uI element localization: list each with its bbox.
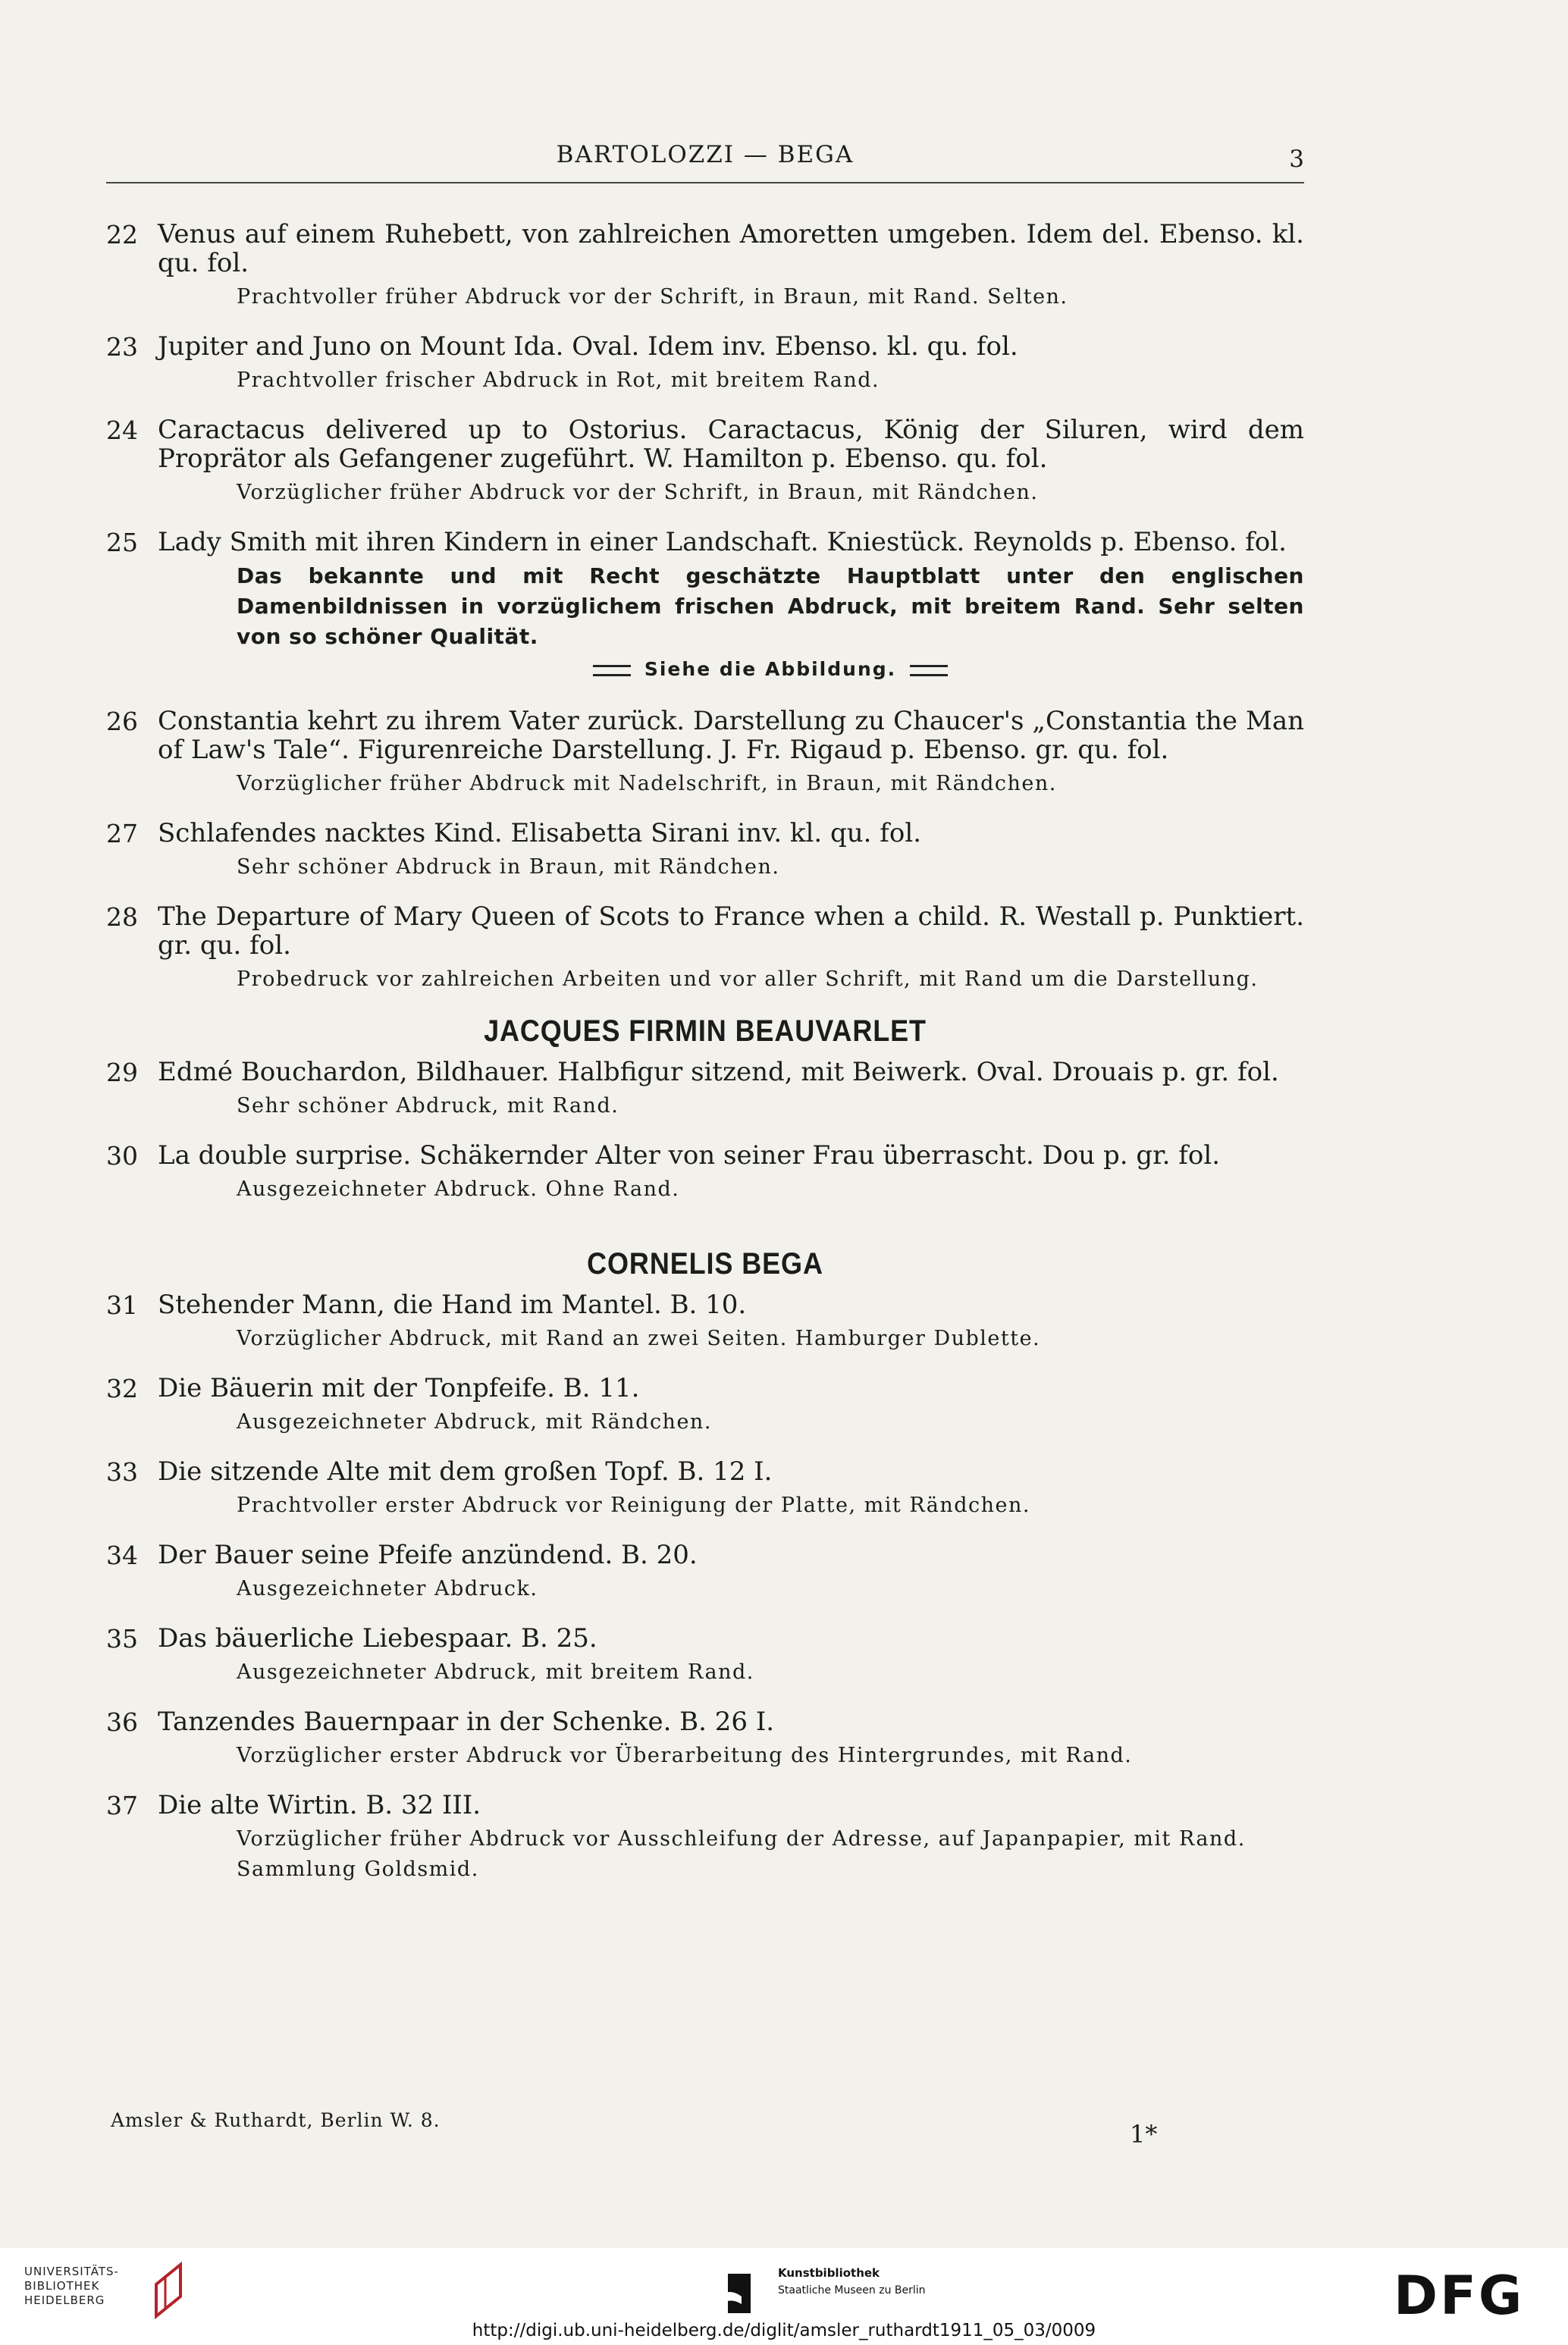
- entry-title: Edmé Bouchardon, Bildhauer. Halbfigur sitzend, mit Beiwerk. Oval. Drouais p. gr. fol.: [158, 1057, 1279, 1087]
- entry-title: Jupiter and Juno on Mount Ida. Oval. Idem inv. Ebenso. kl. qu. fol.: [158, 331, 1018, 362]
- university-line-1: UNIVERSITÄTS-: [24, 2265, 119, 2278]
- entry-condition-note: Vorzüglicher früher Abdruck mit Nadelschrift, in Braun, mit Rändchen.: [237, 772, 1057, 795]
- entry-condition-note: Ausgezeichneter Abdruck.: [237, 1577, 538, 1600]
- entry-number: 23: [106, 332, 138, 362]
- entry-number: 28: [106, 902, 138, 932]
- entry-condition-note: Probedruck vor zahlreichen Arbeiten und vor aller Schrift, mit Rand um die Darstellung.: [237, 967, 1259, 991]
- entry-condition-note: Ausgezeichneter Abdruck, mit Rändchen.: [237, 1410, 712, 1434]
- running-title: BARTOLOZZI — BEGA: [556, 141, 855, 168]
- page-header: [106, 136, 1304, 183]
- entry-number: 26: [106, 707, 138, 736]
- entry-title: Tanzendes Bauernpaar in der Schenke. B. 26 I.: [158, 1707, 775, 1737]
- catalog-entry: [106, 902, 1304, 995]
- entry-condition-note: Prachtvoller frischer Abdruck in Rot, mit breitem Rand.: [237, 368, 880, 392]
- entry-title: The Departure of Mary Queen of Scots to France when a child. R. Westall p. Punktiert. gr. qu. fol.: [158, 901, 1304, 961]
- entry-number: 37: [106, 1791, 138, 1820]
- catalog-content: [106, 220, 1304, 1905]
- catalog-entry: [106, 332, 1304, 396]
- entry-condition-note: Vorzüglicher früher Abdruck vor der Schrift, in Braun, mit Rändchen.: [237, 481, 1039, 504]
- catalog-entry: [106, 1141, 1304, 1205]
- entry-title: Das bäuerliche Liebespaar. B. 25.: [158, 1623, 597, 1654]
- university-line-3: HEIDELBERG: [24, 2293, 105, 2307]
- double-rule-icon: [593, 665, 631, 676]
- library-subtitle: Staatliche Museen zu Berlin: [778, 2284, 926, 2296]
- entry-number: 24: [106, 415, 138, 445]
- entry-condition-note: Prachtvoller früher Abdruck vor der Schrift, in Braun, mit Rand. Selten.: [237, 285, 1068, 309]
- section-heading-bega: CORNELIS BEGA: [587, 1247, 823, 1281]
- entry-title: Constantia kehrt zu ihrem Vater zurück. Darstellung zu Chaucer's „Constantia the Man of Law's Tale“. Figurenreiche Darstellung. J. Fr. Rigaud p. Ebenso. gr. qu. fol.: [158, 706, 1304, 765]
- entry-condition-note: Vorzüglicher früher Abdruck vor Ausschleifung der Adresse, auf Japanpapier, mit Rand. Sammlung Goldsmid.: [237, 1827, 1246, 1881]
- entry-number: 25: [106, 528, 138, 557]
- catalog-entry: [106, 1707, 1304, 1771]
- entry-condition-note: Vorzüglicher erster Abdruck vor Überarbeitung des Hintergrundes, mit Rand.: [237, 1744, 1133, 1767]
- entry-number: 27: [106, 819, 138, 848]
- entry-list-bega: [106, 1290, 1304, 1885]
- entry-title: Die Bäuerin mit der Tonpfeife. B. 11.: [158, 1373, 640, 1403]
- catalog-entry: [106, 1290, 1304, 1354]
- catalog-entry: [106, 528, 1304, 687]
- entry-list-bartolozzi: [106, 220, 1304, 995]
- entry-number: 32: [106, 1374, 138, 1403]
- entry-title: Die sitzende Alte mit dem großen Topf. B. 12 I.: [158, 1456, 773, 1487]
- entry-title: Der Bauer seine Pfeife anzündend. B. 20.: [158, 1540, 698, 1570]
- entry-number: 29: [106, 1058, 138, 1087]
- university-line-2: BIBLIOTHEK: [24, 2279, 100, 2293]
- catalog-entry: [106, 1058, 1304, 1121]
- entry-condition-note: Sehr schöner Abdruck, mit Rand.: [237, 1094, 619, 1118]
- sheet-signature: 1*: [1130, 2120, 1158, 2149]
- dfg-logo[interactable]: DFG: [1394, 2265, 1525, 2327]
- printer-imprint: Amsler & Ruthardt, Berlin W. 8.: [111, 2109, 441, 2131]
- catalog-entry: [106, 1541, 1304, 1604]
- illustration-reference-text: Siehe die Abbildung.: [644, 658, 897, 680]
- entry-title: Lady Smith mit ihren Kindern in einer Landschaft. Kniestück. Reynolds p. Ebenso. fol.: [158, 527, 1287, 557]
- entry-condition-note: Ausgezeichneter Abdruck. Ohne Rand.: [237, 1177, 680, 1201]
- entry-title: Venus auf einem Ruhebett, von zahlreichen Amoretten umgeben. Idem del. Ebenso. kl. qu. fol.: [158, 219, 1304, 278]
- page-number: 3: [1289, 146, 1304, 173]
- section-heading-beauvarlet: JACQUES FIRMIN BEAUVARLET: [484, 1014, 927, 1048]
- catalog-entry: [106, 415, 1304, 508]
- entry-number: 22: [106, 220, 138, 249]
- catalog-entry: [106, 1624, 1304, 1688]
- entry-number: 30: [106, 1141, 138, 1171]
- entry-list-beauvarlet: [106, 1058, 1304, 1205]
- entry-number: 33: [106, 1457, 138, 1487]
- library-name: Kunstbibliothek: [778, 2266, 880, 2280]
- entry-number: 34: [106, 1541, 138, 1570]
- kunstbibliothek-label[interactable]: [778, 2265, 926, 2299]
- kunstbibliothek-logo-icon[interactable]: [719, 2274, 764, 2319]
- illustration-reference: [237, 652, 1304, 687]
- entry-number: 35: [106, 1624, 138, 1654]
- entry-title: Schlafendes nacktes Kind. Elisabetta Sirani inv. kl. qu. fol.: [158, 818, 922, 848]
- catalog-entry: [106, 819, 1304, 883]
- permalink-url[interactable]: http://digi.ub.uni-heidelberg.de/diglit/amsler_ruthardt1911_05_03/0009: [472, 2321, 1096, 2340]
- university-logo-icon[interactable]: [150, 2262, 188, 2319]
- entry-title: Caractacus delivered up to Ostorius. Caractacus, König der Siluren, wird dem Proprätor als Gefangener zugeführt. W. Hamilton p. Ebenso. qu. fol.: [158, 415, 1304, 474]
- entry-condition-note: Prachtvoller erster Abdruck vor Reinigung der Platte, mit Rändchen.: [237, 1494, 1031, 1517]
- entry-number: 31: [106, 1290, 138, 1320]
- university-library-label[interactable]: [24, 2265, 119, 2308]
- entry-condition-note: Vorzüglicher Abdruck, mit Rand an zwei Seiten. Hamburger Dublette.: [237, 1327, 1041, 1350]
- entry-title: Stehender Mann, die Hand im Mantel. B. 10.: [158, 1290, 747, 1320]
- entry-title: Die alte Wirtin. B. 32 III.: [158, 1790, 481, 1820]
- catalog-entry: [106, 1374, 1304, 1437]
- entry-condition-note: Sehr schöner Abdruck in Braun, mit Rändchen.: [237, 855, 780, 879]
- catalog-entry: [106, 1791, 1304, 1885]
- entry-number: 36: [106, 1707, 138, 1737]
- catalog-entry: [106, 220, 1304, 312]
- entry-condition-note: Ausgezeichneter Abdruck, mit breitem Rand.: [237, 1660, 754, 1684]
- entry-title: La double surprise. Schäkernder Alter von seiner Frau überrascht. Dou p. gr. fol.: [158, 1140, 1221, 1171]
- digitization-banner: [0, 2248, 1568, 2345]
- double-rule-icon: [910, 665, 948, 676]
- catalog-entry: [106, 707, 1304, 799]
- entry-condition-note: Das bekannte und mit Recht geschätzte Hauptblatt unter den englischen Damenbildnissen in vorzüglichem frischen Abdruck, mit breitem Rand. Sehr selten von so schöner Qualität.: [237, 563, 1304, 649]
- catalog-entry: [106, 1457, 1304, 1521]
